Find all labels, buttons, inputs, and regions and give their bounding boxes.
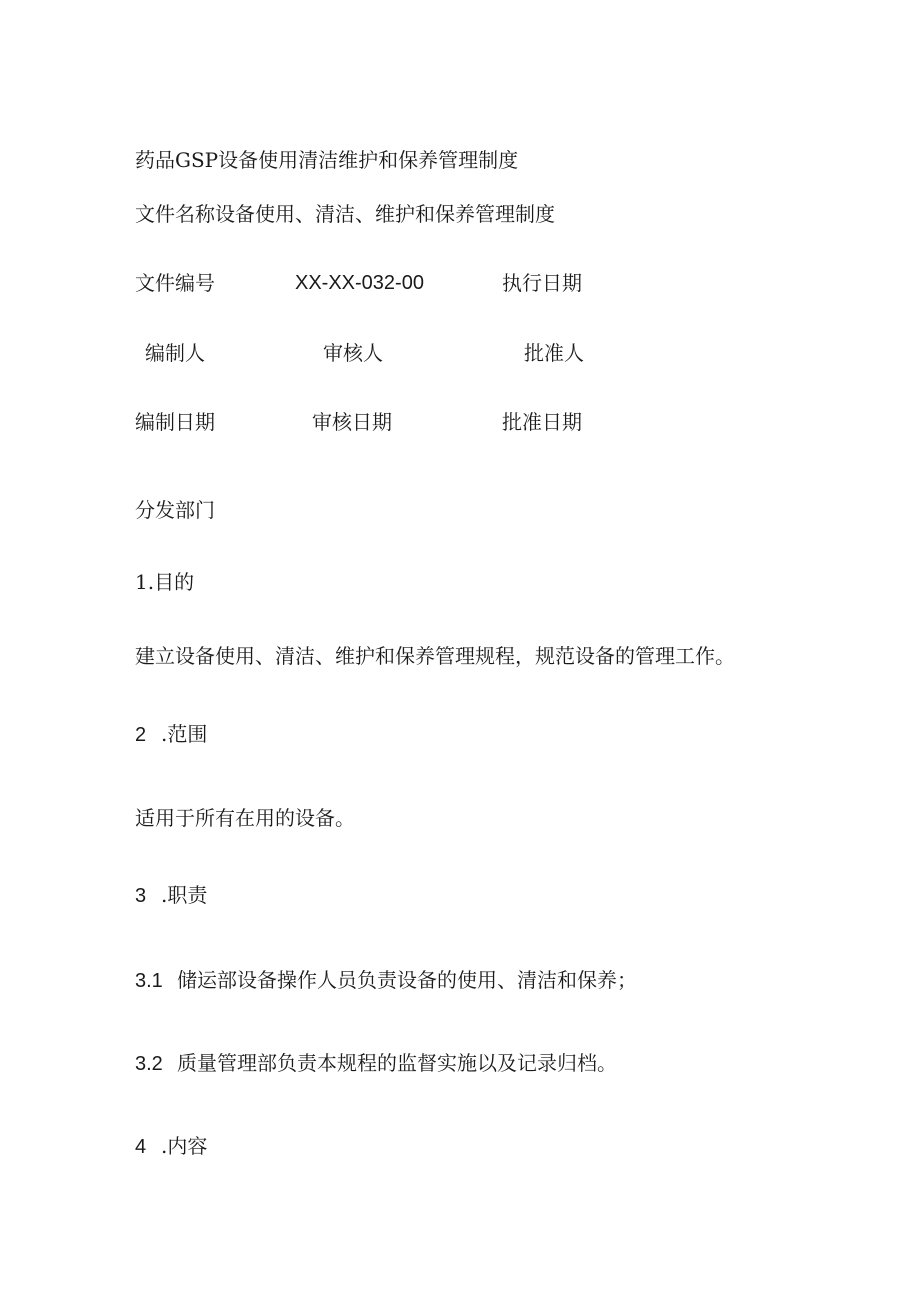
section-3-1-number: 3.1 [135, 970, 163, 992]
document-title [135, 147, 518, 173]
author-label: 编制人 [145, 341, 205, 365]
document-title-text: 药品GSP设备使用清洁维护和保养管理制度 [135, 148, 519, 172]
section-1-heading [135, 569, 194, 595]
section-4-heading-text: .内容 [161, 1134, 208, 1158]
section-2-heading-text: .范围 [161, 722, 208, 746]
section-1-heading-text: 1.目的 [135, 570, 195, 594]
section-3-1-text: 储运部设备操作人员负责设备的使用、清洁和保养； [177, 968, 637, 992]
section-3-heading [135, 882, 207, 909]
file-name-text: 文件名称设备使用、清洁、维护和保养管理制度 [135, 202, 555, 226]
distribution-label [135, 497, 215, 523]
approver-label: 批准人 [524, 341, 584, 365]
file-no-label: 文件编号 [135, 271, 215, 295]
section-3-heading-text: .职责 [161, 883, 208, 907]
section-4-number: 4 [135, 1136, 147, 1158]
section-2-heading [135, 721, 207, 748]
section-4-heading [135, 1133, 207, 1160]
section-1-body-text: 建立设备使用、清洁、维护和保养管理规程，规范设备的管理工作。 [135, 644, 735, 668]
file-name-line [135, 201, 555, 227]
section-2-body-text: 适用于所有在用的设备。 [135, 806, 355, 830]
section-2-body [135, 805, 355, 831]
file-no-value: XX-XX-032-00 [295, 272, 424, 294]
section-3-1-item [135, 967, 637, 994]
approve-date-label: 批准日期 [502, 410, 582, 434]
reviewer-label: 审核人 [323, 341, 383, 365]
section-3-2-number: 3.2 [135, 1053, 163, 1075]
section-2-number: 2 [135, 724, 147, 746]
section-3-2-text: 质量管理部负责本规程的监督实施以及记录归档。 [177, 1051, 617, 1075]
section-3-number: 3 [135, 885, 147, 907]
exec-date-label: 执行日期 [502, 271, 582, 295]
review-date-label: 审核日期 [312, 410, 392, 434]
distribution-text: 分发部门 [135, 498, 215, 522]
author-date-label: 编制日期 [135, 410, 215, 434]
section-3-2-item [135, 1050, 617, 1077]
section-1-body [135, 643, 735, 669]
